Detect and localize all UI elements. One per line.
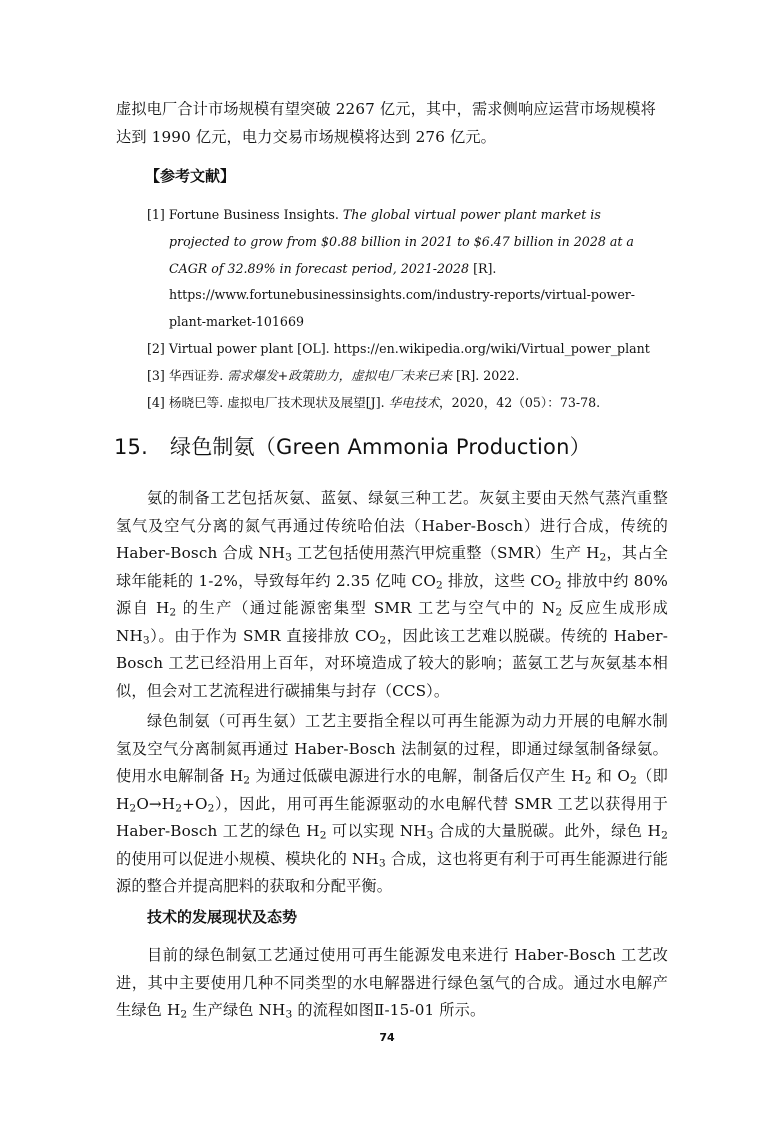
section-title: [114, 431, 591, 461]
page-number: 74: [379, 1031, 395, 1044]
paragraph-development-status: 目前的绿色制氨工艺通过使用可再生能源发电来进行 Haber-Bosch 工艺改进，其中主要使用几种不同类型的水电解器进行绿色氢气的合成。通过水电解产生绿色 $H_2$ 生产绿色 $NH_3$ 的流程如图Ⅱ-15-01 所示。: [116, 946, 668, 1021]
reference-list: [147, 202, 657, 416]
references-heading: 【参考文献】: [145, 167, 236, 185]
section-title-text: 绿色制氨（Green Ammonia Production）: [170, 435, 591, 459]
reference-link[interactable]: Virtual power plant [OL]. https://en.wikipedia.org/wiki/Virtual_power_plant: [168, 340, 650, 356]
intro-paragraph: [116, 96, 668, 151]
intro-line-2: 达到 1990 亿元，电力交易市场规模将达到 276 亿元。: [116, 127, 497, 146]
reference-link[interactable]: [R]. https://www.fortunebusinessinsights.com/industry-reports/virtual-power-plant-market-101669: [169, 260, 636, 330]
subsection-heading: 技术的发展现状及态势: [147, 908, 298, 926]
intro-line-1: 虚拟电厂合计市场规模有望突破 2267 亿元，其中，需求侧响应运营市场规模将: [116, 100, 657, 118]
reference-item: [3] 华西证券. 需求爆发+政策助力，虚拟电厂未来已来 [R]. 2022.: [147, 367, 520, 383]
paragraph-grey-blue-ammonia: 氨的制备工艺包括灰氨、蓝氨、绿氨三种工艺。灰氨主要由天然气蒸汽重整氢气及空气分离的氮气再通过传统哈伯法（Haber-Bosch）进行合成，传统的 Haber-Bosch 合成 $NH_3$ 工艺包括使用蒸汽甲烷重整（SMR）生产 $H_2$，其占全球年能耗的 1-2%，导致每年约 2.35 亿吨 $CO_2$ 排放，这些 $CO_2$ 排放中约 80%源自 $H_2$ 的生产（通过能源密集型 SMR 工艺与空气中的 $N_2$ 反应生成形成 $NH_3$）。由于作为 SMR 直接排放 $CO_2$，因此该工艺难以脱碳。传统的 Haber-Bosch 工艺已经沿用上百年，对环境造成了较大的影响；蓝氨工艺与灰氨基本相似，但会对工艺流程进行碳捕集与封存（CCS）。: [116, 489, 669, 700]
reference-item: [2] Virtual power plant [OL]. https://en.wikipedia.org/wiki/Virtual_power_plant: [147, 340, 650, 356]
section-number: 15.: [114, 435, 148, 459]
paragraph-green-ammonia: 绿色制氨（可再生氨）工艺主要指全程以可再生能源为动力开展的电解水制氢及空气分离制氮再通过 Haber-Bosch 法制氨的过程，即通过绿氢制备绿氨。使用水电解制备 $H_2$ 为通过低碳电源进行水的电解，制备后仅产生 $H_2$ 和 $O_2$（即 $H_2O\to H_2+O_2$），因此，用可再生能源驱动的水电解代替 SMR 工艺以获得用于 Haber-Bosch 工艺的绿色 $H_2$ 可以实现 $NH_3$ 合成的大量脱碳。此外，绿色 $H_2$ 的使用可以促进小规模、模块化的 $NH_3$ 合成，这也将更有利于可再生能源进行能源的整合并提高肥料的获取和分配平衡。: [116, 712, 668, 895]
reference-item: [4] 杨晓巳等. 虚拟电厂技术现状及展望[J]. 华电技术，2020，42（05）：73-78.: [147, 394, 601, 410]
reference-item: [1] Fortune Business Insights. The global virtual power plant market is projected to grow from $0.88 billion in 2021 to $6.47 billion in 2028 at a CAGR of 32.89% in forecast period, 2021-2028 [R]. https://www.fortunebusinessinsights.com/industry-reports/virtual-power-plant-market-101669: [147, 207, 636, 330]
